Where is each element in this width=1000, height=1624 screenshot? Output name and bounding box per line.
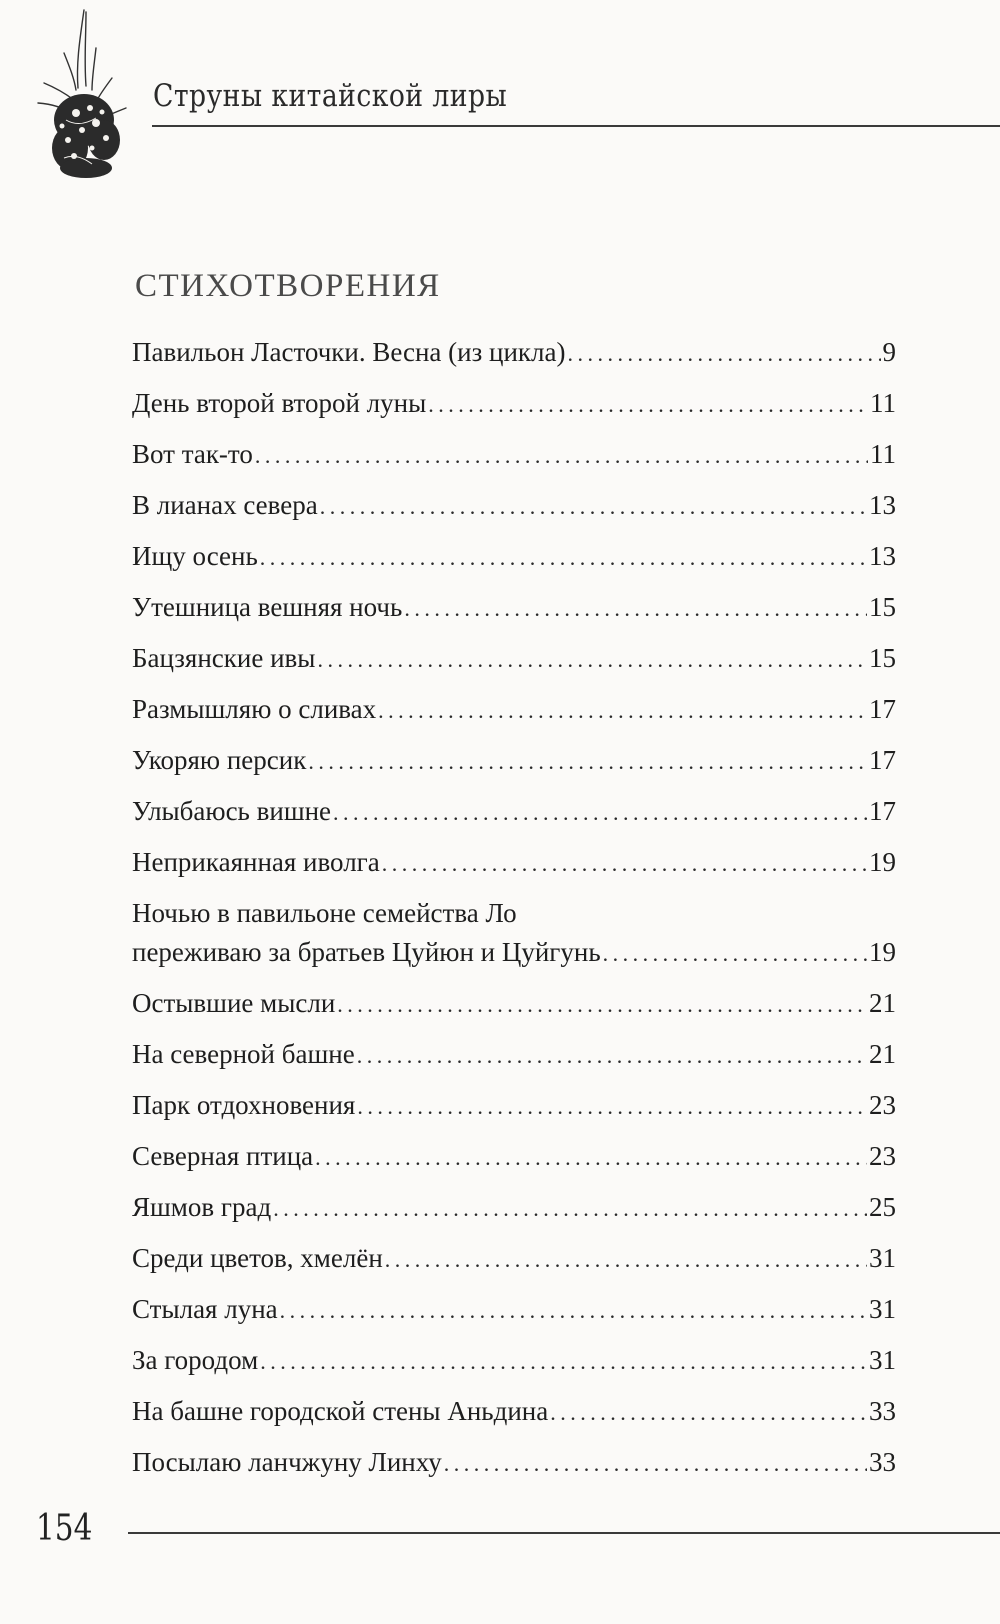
- toc-entry-page: 17: [869, 694, 896, 724]
- toc-entry: [132, 1137, 896, 1177]
- toc-entry-title: Улыбаюсь вишне: [132, 796, 332, 826]
- toc-entry: [132, 435, 896, 475]
- toc-dot-leader: [357, 1087, 867, 1126]
- toc-dot-leader: [603, 934, 867, 973]
- toc-dot-leader: [337, 985, 867, 1024]
- section-heading: СТИХОТВОРЕНИЯ: [135, 268, 441, 304]
- toc-entry-title: За городом: [132, 1345, 259, 1375]
- toc-dot-leader: [378, 691, 867, 730]
- toc-entry-title: Укоряю персик: [132, 745, 307, 775]
- toc-entry: [132, 1188, 896, 1228]
- toc-entry: [132, 537, 896, 577]
- toc-entry-page: 23: [869, 1141, 896, 1171]
- toc-entry-title: Северная птица: [132, 1141, 314, 1171]
- toc-entry-page: 33: [869, 1396, 896, 1426]
- toc-entry-page: 25: [869, 1192, 896, 1222]
- toc-entry-title-line1: Ночью в павильоне семейства Ло: [132, 898, 517, 928]
- toc-dot-leader: [385, 1240, 867, 1279]
- toc-entry: [132, 1341, 896, 1381]
- toc-dot-leader: [320, 487, 867, 526]
- toc-entry-title: Размышляю о сливах: [132, 694, 377, 724]
- toc-dot-leader: [260, 1342, 867, 1381]
- toc-entry-page: 17: [869, 745, 896, 775]
- toc-entry: [132, 1239, 896, 1279]
- toc-entry-title: Бацзянские ивы: [132, 643, 316, 673]
- toc-entry-page: 9: [882, 337, 896, 367]
- toc-entry-page: 31: [869, 1345, 896, 1375]
- toc-dot-leader: [260, 538, 867, 577]
- toc-entry: [132, 1290, 896, 1330]
- toc-entry-title: Утешница вешняя ночь: [132, 592, 403, 622]
- footer-divider: [128, 1532, 1000, 1534]
- toc-entry-title: На северной башне: [132, 1039, 355, 1069]
- toc-entry-title: Яшмов град: [132, 1192, 272, 1222]
- toc-dot-leader: [444, 1444, 867, 1483]
- toc-entry: [132, 843, 896, 883]
- toc-entry: [132, 1443, 896, 1483]
- toc-entry: [132, 639, 896, 679]
- toc-entry: [132, 333, 896, 373]
- toc-dot-leader: [280, 1291, 867, 1330]
- toc-entry-title: Остывшие мысли: [132, 988, 336, 1018]
- toc-entry-title: Ищу осень: [132, 541, 258, 571]
- toc-entry-page: 19: [869, 937, 896, 967]
- toc-entry: [132, 1392, 896, 1432]
- toc-entry-page: 13: [869, 490, 896, 520]
- toc-entry: [132, 741, 896, 781]
- toc-entry-page: 23: [869, 1090, 896, 1120]
- toc-entry-title: День второй второй луны: [132, 388, 427, 418]
- toc-entry-page: 17: [869, 796, 896, 826]
- toc-entry-page: 13: [869, 541, 896, 571]
- toc-dot-leader: [255, 436, 868, 475]
- toc-entry-page: 31: [869, 1243, 896, 1273]
- toc-entry: [132, 588, 896, 628]
- toc-dot-leader: [317, 640, 867, 679]
- toc-entry: [132, 984, 896, 1024]
- toc-entry-title: Парк отдохновения: [132, 1090, 356, 1120]
- toc-dot-leader: [315, 1138, 867, 1177]
- toc-dot-leader: [428, 385, 868, 424]
- toc-dot-leader: [550, 1393, 867, 1432]
- dragon-ornament-icon: [26, 8, 138, 183]
- toc-entry-title: Неприкаянная иволга: [132, 847, 380, 877]
- toc-entry-title: В лианах севера: [132, 490, 318, 520]
- toc-entry-page: 21: [869, 988, 896, 1018]
- running-header-title: Струны китайской лиры: [153, 78, 508, 114]
- toc-dot-leader: [568, 334, 881, 373]
- page-number: 154: [36, 1508, 93, 1549]
- toc-entry-page: 11: [870, 439, 896, 469]
- toc-dot-leader: [273, 1189, 867, 1228]
- toc-entry: [132, 1035, 896, 1075]
- toc-dot-leader: [308, 742, 867, 781]
- toc-entry-page: 15: [869, 592, 896, 622]
- toc-entry-title: Стылая луна: [132, 1294, 278, 1324]
- header-divider: [152, 125, 1000, 127]
- table-of-contents: [132, 333, 896, 1494]
- toc-entry-page: 31: [869, 1294, 896, 1324]
- toc-entry-title: Павильон Ласточки. Весна (из цикла): [132, 337, 566, 367]
- toc-dot-leader: [333, 793, 867, 832]
- toc-dot-leader: [357, 1036, 867, 1075]
- toc-entry-title: Среди цветов, хмелён: [132, 1243, 383, 1273]
- toc-entry-title: На башне городской стены Аньдина: [132, 1396, 549, 1426]
- toc-entry-title: Вот так-то: [132, 439, 253, 469]
- toc-entry: [132, 894, 896, 973]
- toc-entry-page: 11: [870, 388, 896, 418]
- toc-entry-page: 19: [869, 847, 896, 877]
- toc-entry: [132, 486, 896, 526]
- toc-entry-page: 33: [869, 1447, 896, 1477]
- toc-entry-title: Посылаю ланчжуну Линху: [132, 1447, 442, 1477]
- toc-entry: [132, 1086, 896, 1126]
- toc-entry-page: 21: [869, 1039, 896, 1069]
- toc-dot-leader: [404, 589, 867, 628]
- toc-entry: [132, 384, 896, 424]
- toc-dot-leader: [382, 844, 867, 883]
- toc-entry: [132, 792, 896, 832]
- toc-entry: [132, 690, 896, 730]
- toc-entry-page: 15: [869, 643, 896, 673]
- toc-entry-title: переживаю за братьев Цуйюн и Цуйгунь: [132, 937, 601, 967]
